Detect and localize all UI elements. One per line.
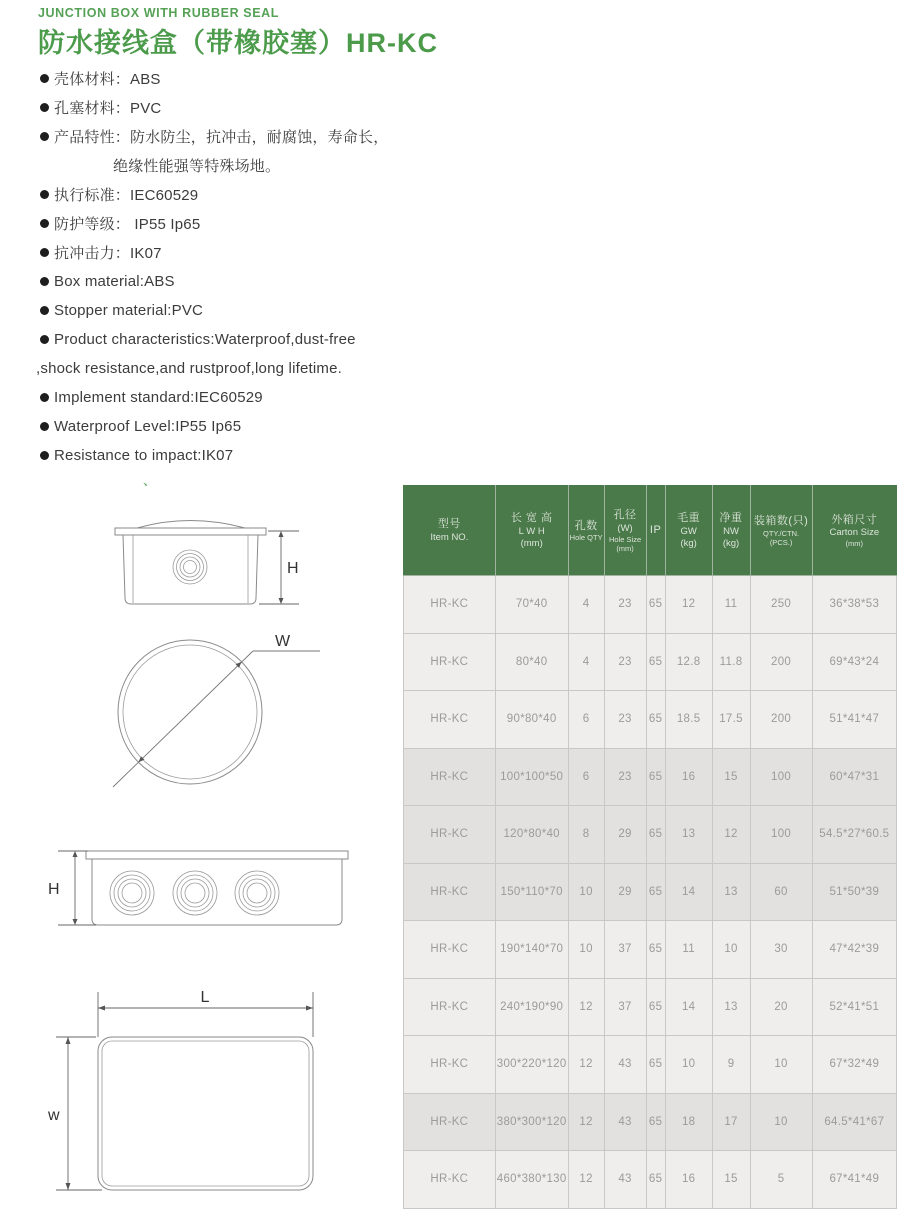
- spec-line: [40, 122, 440, 151]
- col-header-zh: 净重: [719, 512, 743, 525]
- table-cell: 12: [665, 576, 712, 634]
- bullet-dot-icon: [40, 277, 49, 286]
- col-header-en: Carton Size: [829, 527, 880, 539]
- arrow-up-icon: [66, 1037, 71, 1044]
- col-header-unit: (mm): [520, 537, 543, 549]
- table-row: [404, 633, 897, 691]
- table-cell: 190*140*70: [495, 921, 568, 979]
- table-row: [404, 806, 897, 864]
- spec-line: [40, 180, 440, 209]
- col-header-zh: 装箱数(只): [753, 515, 809, 528]
- table-cell: 65: [646, 1151, 665, 1209]
- spec-line: [40, 64, 440, 93]
- table-cell: 16: [665, 748, 712, 806]
- knockout-hole-icon: [173, 550, 207, 584]
- spec-line: [40, 93, 440, 122]
- table-cell: 67*32*49: [812, 1036, 896, 1094]
- table-cell: 18: [665, 1093, 712, 1151]
- spec-list: [36, 64, 440, 470]
- table-cell: 18.5: [665, 691, 712, 749]
- table-cell: 100*100*50: [495, 748, 568, 806]
- table-cell: 10: [568, 921, 604, 979]
- table-cell: 65: [646, 978, 665, 1036]
- col-header-unit: (PCS.): [769, 537, 793, 547]
- table-cell: 17: [712, 1093, 750, 1151]
- col-header-en: GW: [680, 525, 697, 537]
- table-cell: HR-KC: [404, 691, 496, 749]
- table-cell: 30: [750, 921, 812, 979]
- table-cell: 12: [568, 1036, 604, 1094]
- table-cell: 4: [568, 633, 604, 691]
- table-cell: 10: [665, 1036, 712, 1094]
- spec-text: 执行标准：IEC60529: [54, 187, 199, 204]
- spec-text: Box material:ABS: [54, 273, 175, 290]
- drawing-top-view-rect-box: [40, 980, 370, 1208]
- arrow-up-icon: [279, 531, 284, 537]
- table-cell: 65: [646, 863, 665, 921]
- table-cell: 10: [750, 1036, 812, 1094]
- col-header-unit: (mm): [845, 539, 864, 549]
- bullet-dot-icon: [40, 306, 49, 315]
- col-header-gw: [665, 486, 712, 576]
- page-title: 防水接线盒（带橡胶塞）HR-KC: [38, 28, 438, 58]
- col-header-unit: (kg): [680, 537, 697, 549]
- arrow-down-icon: [279, 598, 284, 604]
- col-header-hole-qty: [568, 486, 604, 576]
- table-cell: 43: [604, 1151, 646, 1209]
- table-cell: 65: [646, 576, 665, 634]
- spec-text: 产品特性：防水防尘，抗冲击，耐腐蚀，寿命长，: [54, 129, 389, 146]
- spec-line: [40, 267, 440, 296]
- bullet-dot-icon: [40, 393, 49, 402]
- col-header-zh: 孔径: [613, 509, 637, 522]
- spec-text: Resistance to impact:IK07: [54, 447, 234, 464]
- col-header-lwh: [495, 486, 568, 576]
- table-cell: 11: [712, 576, 750, 634]
- table-cell: HR-KC: [404, 863, 496, 921]
- bullet-dot-icon: [40, 219, 49, 228]
- table-cell: 67*41*49: [812, 1151, 896, 1209]
- table-cell: 54.5*27*60.5: [812, 806, 896, 864]
- table-row: [404, 1151, 897, 1209]
- table-cell: 100: [750, 806, 812, 864]
- table-cell: 65: [646, 633, 665, 691]
- table-cell: 69*43*24: [812, 633, 896, 691]
- col-header-nw: [712, 486, 750, 576]
- col-header-w: (W): [617, 522, 633, 534]
- col-header-hole-size: [604, 486, 646, 576]
- table-cell: 12: [568, 978, 604, 1036]
- table-cell: 43: [604, 1036, 646, 1094]
- table-cell: 65: [646, 691, 665, 749]
- table-cell: 20: [750, 978, 812, 1036]
- knockout-hole-icon: [110, 871, 279, 915]
- col-header-en: Hole Size: [609, 534, 642, 544]
- table-cell: HR-KC: [404, 576, 496, 634]
- table-cell: 380*300*120: [495, 1093, 568, 1151]
- table-cell: HR-KC: [404, 978, 496, 1036]
- table-cell: 12: [712, 806, 750, 864]
- table-header-row: [404, 486, 897, 576]
- spec-line: [40, 441, 440, 470]
- bullet-dot-icon: [40, 422, 49, 431]
- table-cell: 11.8: [712, 633, 750, 691]
- stray-green-mark: 、: [143, 473, 157, 488]
- drawing-side-view-rect-box: [40, 843, 352, 937]
- col-header-en: IP: [649, 524, 662, 537]
- col-header-en: Hole QTY: [569, 533, 603, 543]
- col-header-zh: 毛重: [677, 512, 701, 525]
- bullet-dot-icon: [40, 74, 49, 83]
- table-row: [404, 1036, 897, 1094]
- table-cell: 23: [604, 691, 646, 749]
- col-header-qty-ctn: [750, 486, 812, 576]
- title-block: [38, 6, 438, 60]
- col-header-ip: [646, 486, 665, 576]
- table-cell: HR-KC: [404, 1036, 496, 1094]
- table-cell: 12: [568, 1151, 604, 1209]
- table-cell: 90*80*40: [495, 691, 568, 749]
- spec-line: [40, 151, 440, 180]
- table-cell: 8: [568, 806, 604, 864]
- col-header-zh: 型号: [437, 518, 461, 531]
- col-header-en: NW: [723, 525, 739, 537]
- arrow-right-icon: [306, 1006, 313, 1011]
- table-cell: 9: [712, 1036, 750, 1094]
- table-cell: 37: [604, 978, 646, 1036]
- table-cell: 37: [604, 921, 646, 979]
- drawing-top-view-round-box: [105, 630, 335, 805]
- table-cell: 250: [750, 576, 812, 634]
- spec-line: [40, 325, 440, 354]
- table-cell: 23: [604, 748, 646, 806]
- spec-line: [40, 412, 440, 441]
- table-cell: 14: [665, 978, 712, 1036]
- table-cell: HR-KC: [404, 1151, 496, 1209]
- table-cell: 6: [568, 748, 604, 806]
- arrow-left-icon: [98, 1006, 105, 1011]
- table-cell: 65: [646, 1036, 665, 1094]
- table-row: [404, 691, 897, 749]
- table-cell: 47*42*39: [812, 921, 896, 979]
- arrow-up-icon: [73, 851, 78, 857]
- table-cell: 70*40: [495, 576, 568, 634]
- table-cell: 29: [604, 863, 646, 921]
- dimension-label-w: w: [48, 1107, 60, 1124]
- arrow-down-icon: [66, 1183, 71, 1190]
- subtitle-english: JUNCTION BOX WITH RUBBER SEAL: [38, 6, 280, 20]
- table-cell: 10: [750, 1093, 812, 1151]
- bullet-dot-icon: [40, 335, 49, 344]
- table-cell: 13: [712, 863, 750, 921]
- table-cell: 10: [712, 921, 750, 979]
- table-row: [404, 978, 897, 1036]
- table-row: [404, 863, 897, 921]
- col-header-zh: 外箱尺寸: [831, 513, 878, 526]
- spec-text: 绝缘性能强等特殊场地。: [113, 158, 281, 175]
- table-cell: 100: [750, 748, 812, 806]
- table-row: [404, 921, 897, 979]
- table-cell: 460*380*130: [495, 1151, 568, 1209]
- table-cell: 240*190*90: [495, 978, 568, 1036]
- table-cell: 51*41*47: [812, 691, 896, 749]
- table-cell: HR-KC: [404, 748, 496, 806]
- col-header-unit: (kg): [722, 537, 740, 549]
- spec-text: 抗冲击力：IK07: [54, 245, 162, 262]
- spec-table: [403, 485, 897, 1209]
- table-cell: 120*80*40: [495, 806, 568, 864]
- table-cell: 64.5*41*67: [812, 1093, 896, 1151]
- table-cell: 60*47*31: [812, 748, 896, 806]
- table-cell: 65: [646, 748, 665, 806]
- table-cell: 65: [646, 1093, 665, 1151]
- table-cell: 80*40: [495, 633, 568, 691]
- col-header-en: QTY./CTN.: [763, 528, 800, 538]
- dimension-label-h: H: [287, 560, 299, 577]
- spec-line: [40, 296, 440, 325]
- table-cell: 23: [604, 633, 646, 691]
- table-cell: 52*41*51: [812, 978, 896, 1036]
- spec-text: 孔塞材料：PVC: [54, 100, 162, 117]
- spec-line: [40, 209, 440, 238]
- table-cell: 36*38*53: [812, 576, 896, 634]
- bullet-dot-icon: [40, 103, 49, 112]
- table-cell: 65: [646, 806, 665, 864]
- spec-text: 壳体材料：ABS: [54, 71, 161, 88]
- spec-text: Waterproof Level:IP55 Ip65: [54, 418, 242, 435]
- table-cell: 60: [750, 863, 812, 921]
- table-cell: 12: [568, 1093, 604, 1151]
- table-cell: 13: [712, 978, 750, 1036]
- spec-text: 防护等级： IP55 Ip65: [54, 216, 201, 233]
- col-header-zh: 长 宽 高: [510, 512, 553, 525]
- spec-table-body: [404, 486, 897, 1209]
- table-cell: 15: [712, 748, 750, 806]
- table-cell: 300*220*120: [495, 1036, 568, 1094]
- col-header-en: Item NO.: [430, 531, 469, 543]
- table-cell: 4: [568, 576, 604, 634]
- spec-line: [36, 354, 440, 383]
- bullet-dot-icon: [40, 248, 49, 257]
- spec-text: Stopper material:PVC: [54, 302, 204, 319]
- table-cell: 200: [750, 633, 812, 691]
- col-header-unit: (mm): [616, 543, 634, 553]
- col-header-zh: 孔数: [574, 519, 598, 532]
- table-cell: 15: [712, 1151, 750, 1209]
- table-cell: 17.5: [712, 691, 750, 749]
- col-header-carton: [812, 486, 896, 576]
- dimension-label-l: L: [200, 989, 210, 1006]
- bullet-dot-icon: [40, 190, 49, 199]
- table-cell: HR-KC: [404, 806, 496, 864]
- spec-text: Implement standard:IEC60529: [54, 389, 263, 406]
- table-cell: 11: [665, 921, 712, 979]
- table-cell: 43: [604, 1093, 646, 1151]
- table-cell: 51*50*39: [812, 863, 896, 921]
- bullet-dot-icon: [40, 132, 49, 141]
- table-cell: 10: [568, 863, 604, 921]
- spec-line: [40, 238, 440, 267]
- table-cell: 14: [665, 863, 712, 921]
- dimension-label-h: H: [48, 881, 60, 898]
- table-row: [404, 576, 897, 634]
- table-cell: 200: [750, 691, 812, 749]
- col-header-en: L W H: [518, 525, 545, 537]
- spec-text: Product characteristics:Waterproof,dust-free: [54, 331, 356, 348]
- table-row: [404, 1093, 897, 1151]
- table-cell: 65: [646, 921, 665, 979]
- bullet-dot-icon: [40, 451, 49, 460]
- arrow-down-icon: [73, 919, 78, 925]
- col-header-item-no: [404, 486, 496, 576]
- spec-line: [40, 383, 440, 412]
- table-cell: 12.8: [665, 633, 712, 691]
- table-cell: 5: [750, 1151, 812, 1209]
- table-cell: 6: [568, 691, 604, 749]
- table-cell: 13: [665, 806, 712, 864]
- table-cell: 16: [665, 1151, 712, 1209]
- spec-text: ,shock resistance,and rustproof,long lifetime.: [36, 360, 343, 377]
- table-cell: HR-KC: [404, 1093, 496, 1151]
- table-cell: 150*110*70: [495, 863, 568, 921]
- table-cell: 23: [604, 576, 646, 634]
- dimension-label-w: W: [275, 633, 291, 650]
- table-cell: 29: [604, 806, 646, 864]
- table-cell: HR-KC: [404, 921, 496, 979]
- table-row: [404, 748, 897, 806]
- drawing-side-view-round-box: [113, 510, 305, 612]
- table-cell: HR-KC: [404, 633, 496, 691]
